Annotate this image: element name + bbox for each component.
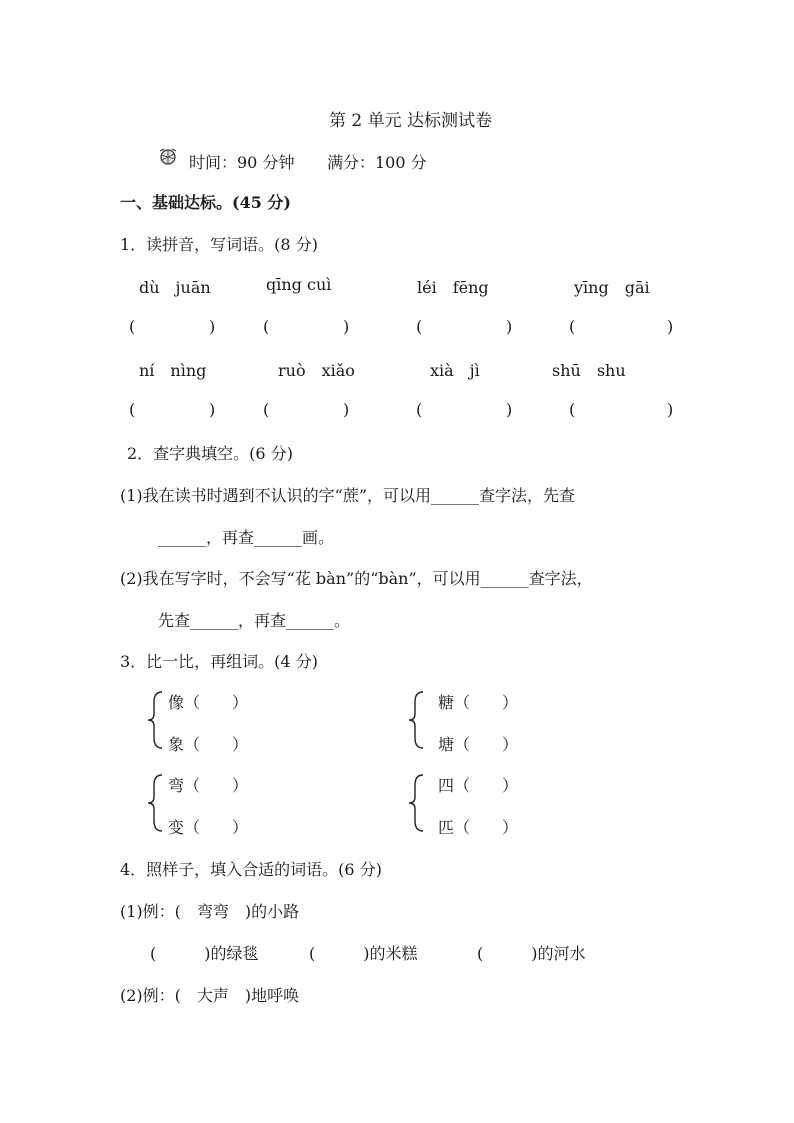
brace-icon	[146, 688, 166, 752]
compare-item: 象（ ）	[168, 735, 249, 754]
q2-line-1: (1)我在读书时遇到不认识的字“蔗”，可以用______查字法，先查	[120, 486, 576, 505]
question-3-heading: 3．比一比，再组词。(4 分)	[120, 652, 318, 671]
answer-box-close: )	[667, 400, 674, 419]
compare-item: 像（ ）	[168, 693, 249, 712]
score-info: 满分：100 分	[327, 153, 427, 172]
compare-item: 四（ ）	[438, 776, 519, 795]
answer-box-open: (	[129, 400, 136, 419]
answer-box-close: )	[667, 317, 674, 336]
q4-fill-3: ( )的河水	[477, 944, 586, 963]
pinyin-6: ruò xiǎo	[278, 361, 355, 380]
pinyin-8: shū shu	[552, 361, 626, 380]
q2-line-4: 先查______，再查______。	[158, 611, 351, 630]
answer-box-open: (	[416, 317, 423, 336]
question-4-heading: 4．照样子，填入合适的词语。(6 分)	[120, 860, 382, 879]
q4-example-2: (2)例：( 大声 )地呼唤	[120, 986, 300, 1005]
pinyin-7: xià jì	[430, 361, 480, 380]
answer-box-open: (	[569, 317, 576, 336]
answer-box-close: )	[209, 400, 216, 419]
pinyin-2: qīng cuì	[266, 275, 332, 294]
q4-fill-2: ( )的米糕	[309, 944, 418, 963]
page-title: 第 2 单元 达标测试卷	[329, 111, 493, 131]
q2-line-2: ______，再查______画。	[158, 528, 335, 547]
answer-box-close: )	[343, 400, 350, 419]
answer-box-open: (	[416, 400, 423, 419]
answer-box-close: )	[506, 317, 513, 336]
clock-icon	[158, 147, 178, 167]
compare-item: 变（ ）	[168, 818, 249, 837]
compare-item: 塘（ ）	[438, 735, 519, 754]
time-info: 时间：90 分钟	[189, 153, 295, 172]
pinyin-4: yīng gāi	[574, 278, 650, 297]
pinyin-3: léi fēng	[417, 278, 489, 297]
answer-box-close: )	[506, 400, 513, 419]
compare-item: 匹（ ）	[438, 818, 519, 837]
brace-icon	[407, 771, 427, 835]
section-heading: 一、基础达标。(45 分)	[120, 193, 291, 212]
answer-box-open: (	[129, 317, 136, 336]
q4-fill-1: ( )的绿毯	[150, 944, 259, 963]
brace-icon	[146, 771, 166, 835]
answer-box-close: )	[209, 317, 216, 336]
answer-box-open: (	[263, 317, 270, 336]
question-1-heading: 1．读拼音，写词语。(8 分)	[120, 235, 318, 254]
question-2-heading: 2．查字典填空。(6 分)	[127, 444, 293, 463]
q2-line-3: (2)我在写字时，不会写“花 bàn”的“bàn”，可以用______查字法，	[120, 569, 593, 588]
brace-icon	[407, 688, 427, 752]
pinyin-5: ní nìng	[139, 361, 207, 380]
q4-example-1: (1)例：( 弯弯 )的小路	[120, 902, 300, 921]
pinyin-1: dù juān	[139, 278, 211, 297]
compare-item: 糖（ ）	[438, 693, 519, 712]
compare-item: 弯（ ）	[168, 776, 249, 795]
answer-box-open: (	[569, 400, 576, 419]
answer-box-open: (	[263, 400, 270, 419]
answer-box-close: )	[343, 317, 350, 336]
